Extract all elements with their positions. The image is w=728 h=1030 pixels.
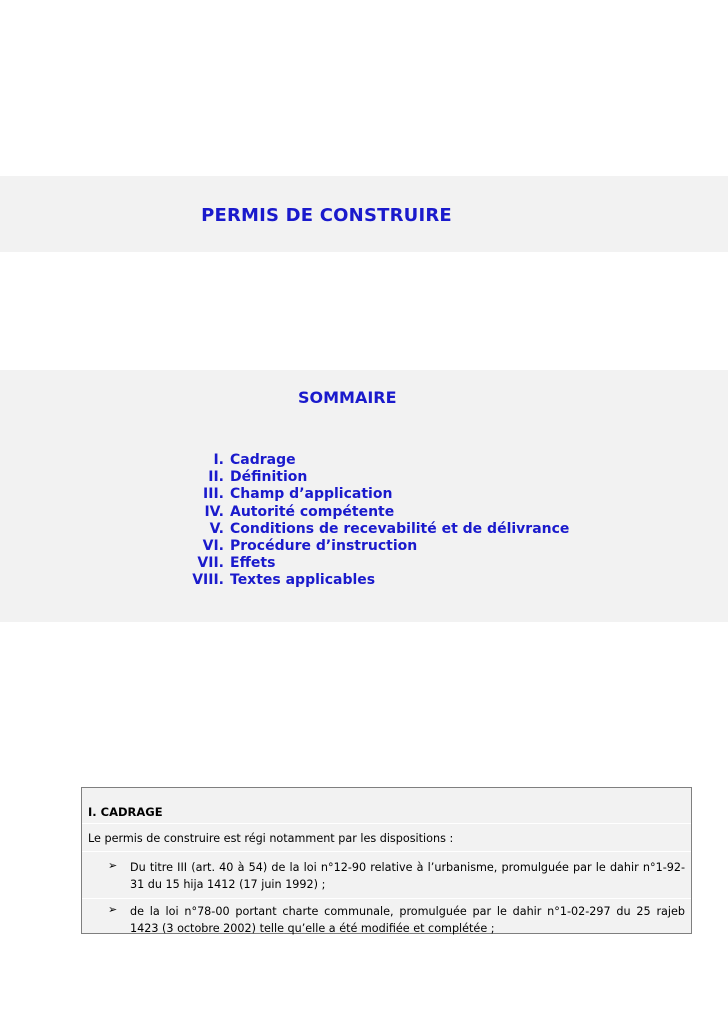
toc-label: Procédure d’instruction: [230, 537, 418, 554]
list-item: [108, 859, 685, 893]
toc-number: III.: [203, 486, 224, 503]
toc-label: Effets: [230, 555, 276, 572]
cadrage-section-box: [81, 787, 692, 934]
arrow-bullet-icon: ➢: [108, 859, 118, 872]
toc-number: VII.: [197, 555, 224, 572]
toc-label: Textes applicables: [230, 572, 376, 589]
section-heading: I. CADRAGE: [88, 805, 163, 819]
list-item-text: Du titre III (art. 40 à 54) de la loi n°12-90 relative à l’urbanisme, promulguée par le dahir n°1-92-31 du 15 hija 1412 (17 juin 1992) ;: [130, 861, 685, 891]
arrow-bullet-icon: ➢: [108, 903, 118, 916]
section-divider: [82, 898, 691, 899]
toc-label: Cadrage: [230, 452, 296, 468]
toc-label: Champ d’application: [230, 486, 393, 503]
list-item: [108, 903, 685, 937]
document-title: [0, 205, 728, 226]
section-divider: [82, 823, 691, 824]
section-divider: [82, 851, 691, 852]
toc-number: IV.: [204, 503, 224, 520]
toc-number: I.: [213, 452, 224, 468]
toc-label: Conditions de recevabilité et de délivrance: [230, 520, 570, 537]
document-title-text: PERMIS DE CONSTRUIRE: [201, 205, 452, 226]
toc-number: VI.: [202, 537, 224, 554]
toc-number: VIII.: [192, 572, 224, 589]
toc-label: Définition: [230, 469, 308, 486]
list-item-text: de la loi n°78-00 portant charte communale, promulguée par le dahir n°1-02-297 du 25 rajeb 1423 (3 octobre 2002) telle qu’elle a été modifiée et complétée ;: [130, 905, 685, 935]
toc-label: Autorité compétente: [230, 503, 395, 520]
toc-number: V.: [209, 520, 224, 537]
section-intro: Le permis de construire est régi notamment par les dispositions :: [88, 832, 454, 845]
toc-number: II.: [208, 469, 224, 486]
summary-title: SOMMAIRE: [298, 388, 397, 407]
